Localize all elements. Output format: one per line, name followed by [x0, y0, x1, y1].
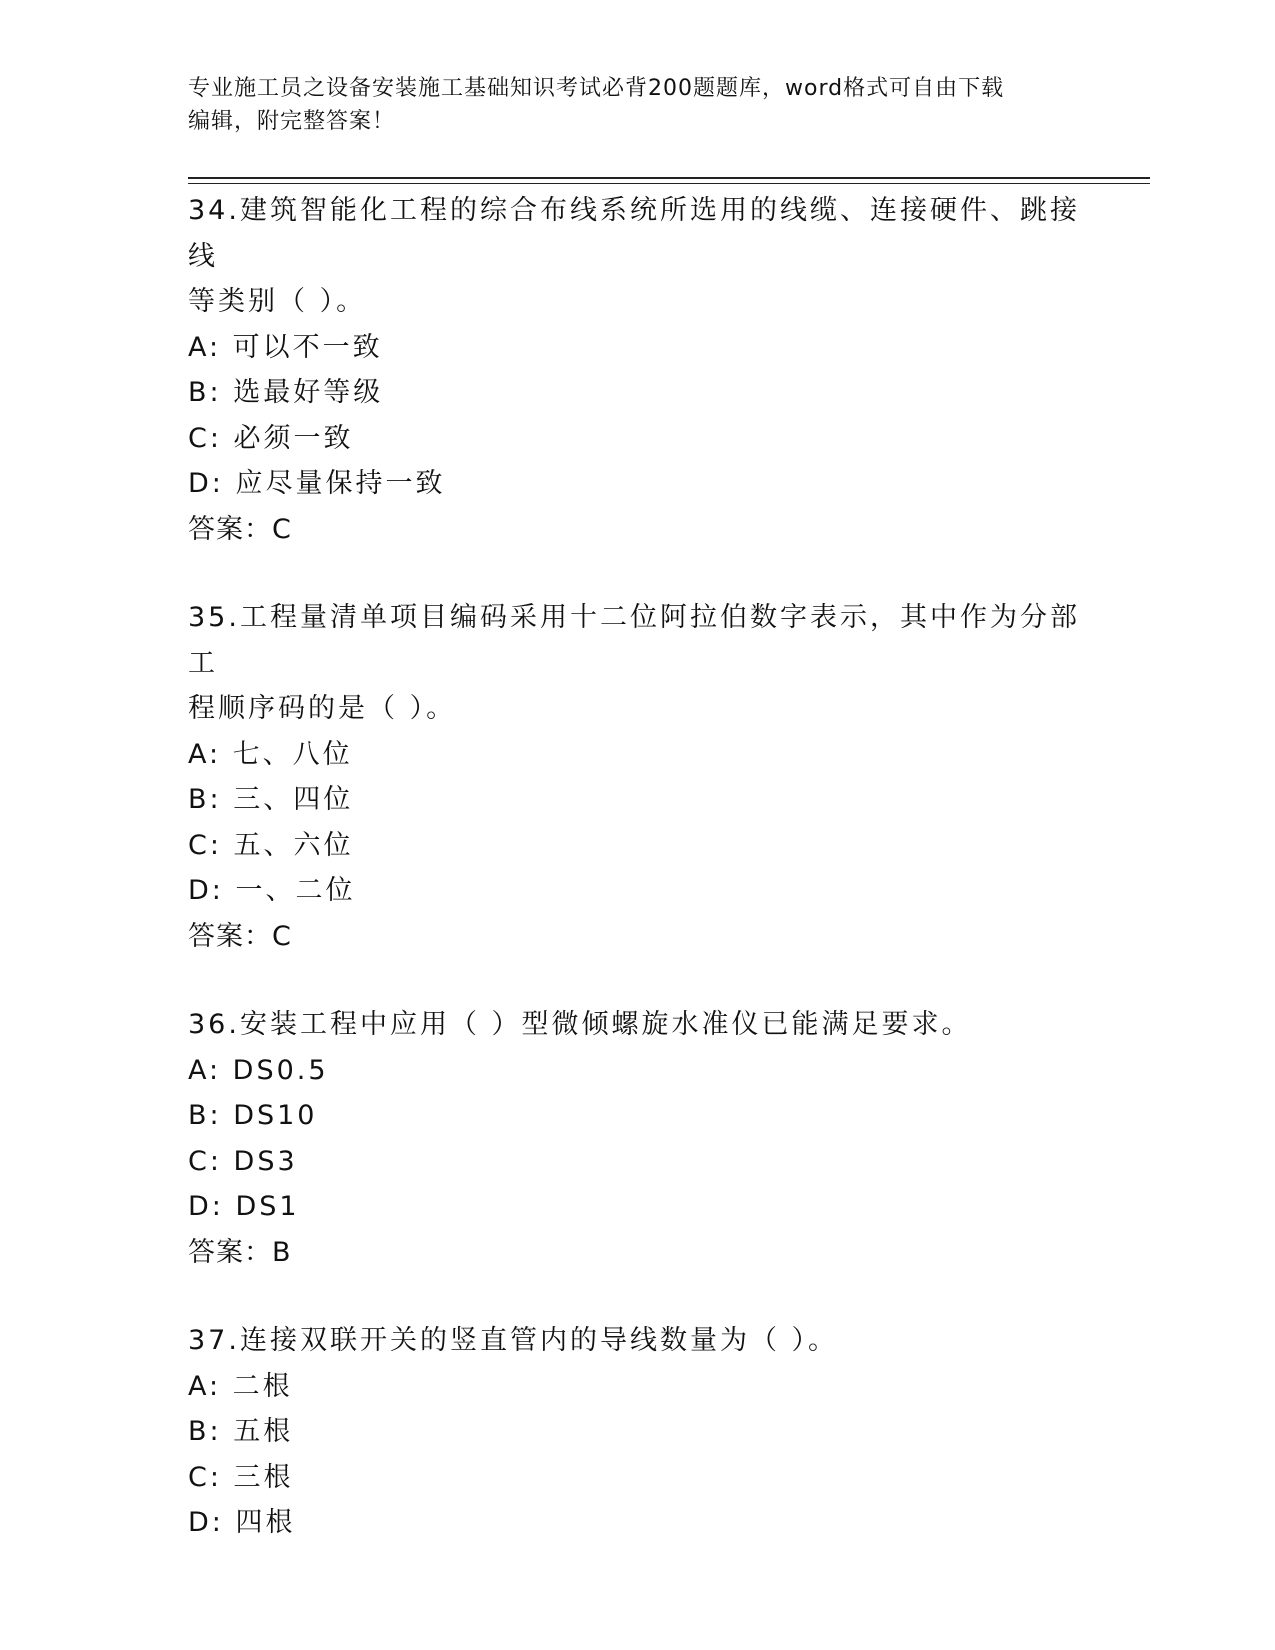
answer: 答案：C	[188, 920, 292, 952]
question-text: 37.连接双联开关的竖直管内的导线数量为（ ）。	[188, 1325, 839, 1356]
option-c: C: 三根	[188, 1461, 294, 1493]
option-b: B: 三、四位	[188, 784, 354, 815]
option-d: D: 一、二位	[188, 875, 356, 906]
answer: 答案：B	[188, 1236, 292, 1268]
option-c: C: 五、六位	[188, 829, 354, 861]
question-34	[188, 188, 1088, 552]
question-35	[188, 595, 1088, 959]
question-text: 等类别（ ）。	[188, 286, 367, 317]
question-text: 34.建筑智能化工程的综合布线系统所选用的线缆、连接硬件、跳接线	[188, 195, 1080, 272]
option-a: A: DS0.5	[188, 1054, 329, 1086]
option-d: D: 四根	[188, 1507, 296, 1538]
option-c: C: 必须一致	[188, 422, 354, 454]
option-a: A: 二根	[188, 1370, 293, 1402]
question-36	[188, 1002, 1088, 1275]
option-a: A: 可以不一致	[188, 331, 383, 363]
question-text: 35.工程量清单项目编码采用十二位阿拉伯数字表示，其中作为分部工	[188, 602, 1080, 679]
question-text: 36.安装工程中应用（ ）型微倾螺旋水准仪已能满足要求。	[188, 1009, 972, 1040]
answer: 答案：C	[188, 513, 292, 545]
question-37	[188, 1318, 1088, 1546]
header-title-line1: 专业施工员之设备安装施工基础知识考试必背200题题库，word格式可自由下载	[188, 76, 1005, 101]
option-d: D: DS1	[188, 1191, 300, 1222]
question-text: 程顺序码的是（ ）。	[188, 693, 457, 724]
option-c: C: DS3	[188, 1145, 298, 1177]
question-list	[188, 188, 1088, 1589]
document-header	[188, 72, 1088, 138]
header-divider-thin	[188, 183, 1150, 184]
option-b: B: 五根	[188, 1416, 294, 1447]
header-title-line2: 编辑，附完整答案！	[188, 109, 396, 134]
option-d: D: 应尽量保持一致	[188, 468, 446, 499]
option-b: B: 选最好等级	[188, 377, 384, 408]
option-a: A: 七、八位	[188, 738, 353, 770]
header-divider-thick	[188, 177, 1150, 179]
option-b: B: DS10	[188, 1100, 318, 1131]
